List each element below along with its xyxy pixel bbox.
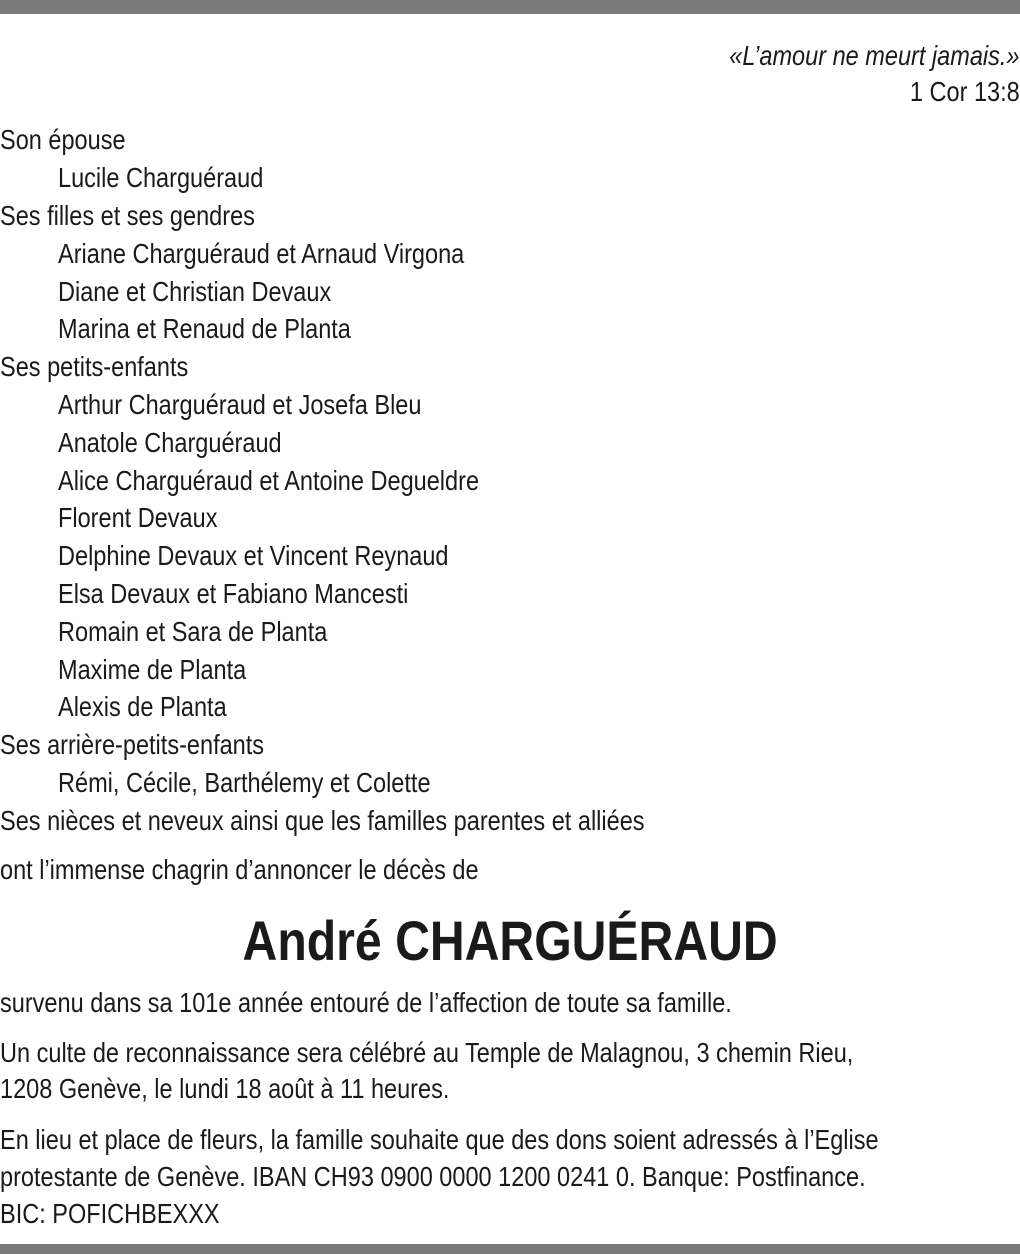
deceased-name: André CHARGUÉRAUD xyxy=(242,909,778,972)
family-member: Arthur Charguéraud et Josefa Bleu xyxy=(58,389,422,420)
family-member: Romain et Sara de Planta xyxy=(58,616,328,647)
family-heading-grandchildren: Ses petits-enfants xyxy=(0,351,189,382)
family-member: Maxime de Planta xyxy=(58,654,247,685)
family-heading-spouse: Son épouse xyxy=(0,124,126,155)
family-member: Anatole Charguéraud xyxy=(58,427,282,458)
epigraph-reference: 1 Cor 13:8 xyxy=(910,76,1020,107)
donation-line: protestante de Genève. IBAN CH93 0900 0000 1200 0241 0. Banque: Postfinance. xyxy=(0,1161,866,1192)
top-rule xyxy=(0,0,1020,14)
bottom-rule xyxy=(0,1244,1020,1254)
donation-line: BIC: POFICHBEXXX xyxy=(0,1198,220,1229)
family-member: Ariane Charguéraud et Arnaud Virgona xyxy=(58,238,465,269)
family-member: Delphine Devaux et Vincent Reynaud xyxy=(58,540,449,571)
announcement-line: ont l’immense chagrin d’annoncer le décès de xyxy=(0,854,479,885)
service-line: 1208 Genève, le lundi 18 août à 11 heures. xyxy=(0,1073,450,1104)
family-member: Elsa Devaux et Fabiano Mancesti xyxy=(58,578,409,609)
service-line: Un culte de reconnaissance sera célébré au Temple de Malagnou, 3 chemin Rieu, xyxy=(0,1037,854,1068)
epigraph-quote: «L’amour ne meurt jamais.» xyxy=(729,40,1020,71)
family-member: Alice Charguéraud et Antoine Degueldre xyxy=(58,465,480,496)
age-line: survenu dans sa 101e année entouré de l’affection de toute sa famille. xyxy=(0,987,732,1018)
family-member: Marina et Renaud de Planta xyxy=(58,313,351,344)
family-member: Diane et Christian Devaux xyxy=(58,276,332,307)
family-member: Lucile Charguéraud xyxy=(58,162,264,193)
family-member: Alexis de Planta xyxy=(58,691,227,722)
family-heading-great-grandchildren: Ses arrière-petits-enfants xyxy=(0,729,265,760)
family-heading-relatives: Ses nièces et neveux ainsi que les familles parentes et alliées xyxy=(0,805,645,836)
family-member: Rémi, Cécile, Barthélemy et Colette xyxy=(58,767,431,798)
donation-line: En lieu et place de fleurs, la famille souhaite que des dons soient adressés à l’Eglise xyxy=(0,1124,879,1155)
family-member: Florent Devaux xyxy=(58,502,218,533)
family-heading-daughters: Ses filles et ses gendres xyxy=(0,200,255,231)
